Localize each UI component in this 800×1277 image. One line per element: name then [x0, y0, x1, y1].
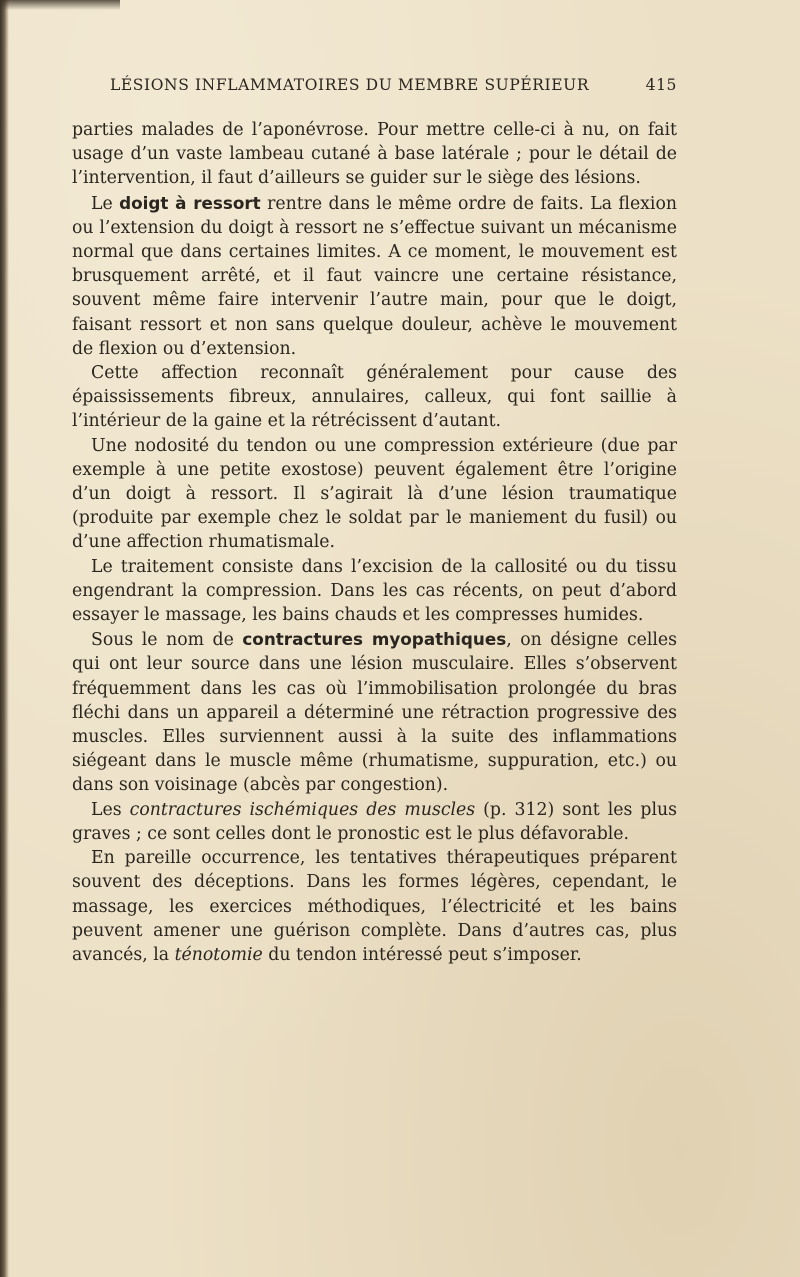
- term-contractures-myopathiques: contractures myopathiques: [242, 629, 507, 650]
- paragraph-8: En pareille occurrence, les tentatives thérapeutiques préparent souvent des déceptions. Dans les formes légères, cependant, le massage, les exercices méthodiques, l’électricité et les bains peuvent amener une guérison complète. Dans d’autres cas, plus avancés, la ténotomie du tendon intéressé peut s’imposer.: [72, 848, 677, 965]
- paragraph-6: Sous le nom de contractures myopathiques, on désigne celles qui ont leur source dans une lésion musculaire. Elles s’observent fréquemment dans les cas où l’immobilisation prolongée du bras fléchi dans un appareil a déterminé une rétraction progressive des muscles. Elles surviennent aussi à la suite des inflammations siégeant dans le muscle même (rhumatisme, suppuration, etc.) ou dans son voisinage (abcès par congestion).: [72, 629, 677, 796]
- paragraph-2: Le doigt à ressort rentre dans le même ordre de faits. La flexion ou l’extension du doigt à ressort ne s’effectue suivant un mécanisme normal que dans certaines limites. A ce moment, le mouvement est brusquement arrêté, et il faut vaincre une certaine résistance, souvent même faire intervenir l’autre main, pour que le doigt, faisant ressort et non sans quelque douleur, achève le mouvement de flexion ou d’extension.: [72, 192, 677, 359]
- paragraph-1: parties malades de l’aponévrose. Pour mettre celle-ci à nu, on fait usage d’un vaste lambeau cutané à base latérale ; pour le détail de l’intervention, il faut d’ailleurs se guider sur le siège des lésions.: [72, 120, 677, 189]
- page-number: 415: [645, 76, 677, 94]
- term-doigt-a-ressort: doigt à ressort: [119, 192, 261, 213]
- paragraph-5: Le traitement consiste dans l’excision de la callosité ou du tissu engendrant la compression. Dans les cas récents, on peut d’abord essayer le massage, les bains chauds et les compresses humides.: [72, 556, 677, 626]
- term-tenotomie: ténotomie: [174, 944, 263, 965]
- paragraph-3: Cette affection reconnaît généralement pour cause des épaississements fibreux, annulaires, calleux, qui font saillie à l’intérieur de la gaine et la rétrécissent d’autant.: [72, 363, 677, 432]
- running-head-title: LÉSIONS INFLAMMATOIRES DU MEMBRE SUPÉRIEUR: [110, 76, 590, 94]
- paragraph-4: Une nodosité du tendon ou une compression extérieure (due par exemple à une petite exostose) peuvent également être l’origine d’un doigt à ressort. Il s’agirait là d’une lésion traumatique (produite par exemple chez le soldat par le maniement du fusil) ou d’une affection rhumatismale.: [72, 435, 677, 553]
- paragraph-7: Les contractures ischémiques des muscles (p. 312) sont les plus graves ; ce sont celles dont le pronostic est le plus défavorable.: [72, 799, 677, 844]
- body-text: [72, 118, 677, 967]
- running-head: [72, 76, 677, 104]
- page-binding-edge: [0, 0, 9, 1277]
- book-page: [72, 76, 677, 967]
- page-corner-shadow: [0, 0, 120, 10]
- term-contractures-ischemiques: contractures ischémiques des muscles: [129, 799, 476, 820]
